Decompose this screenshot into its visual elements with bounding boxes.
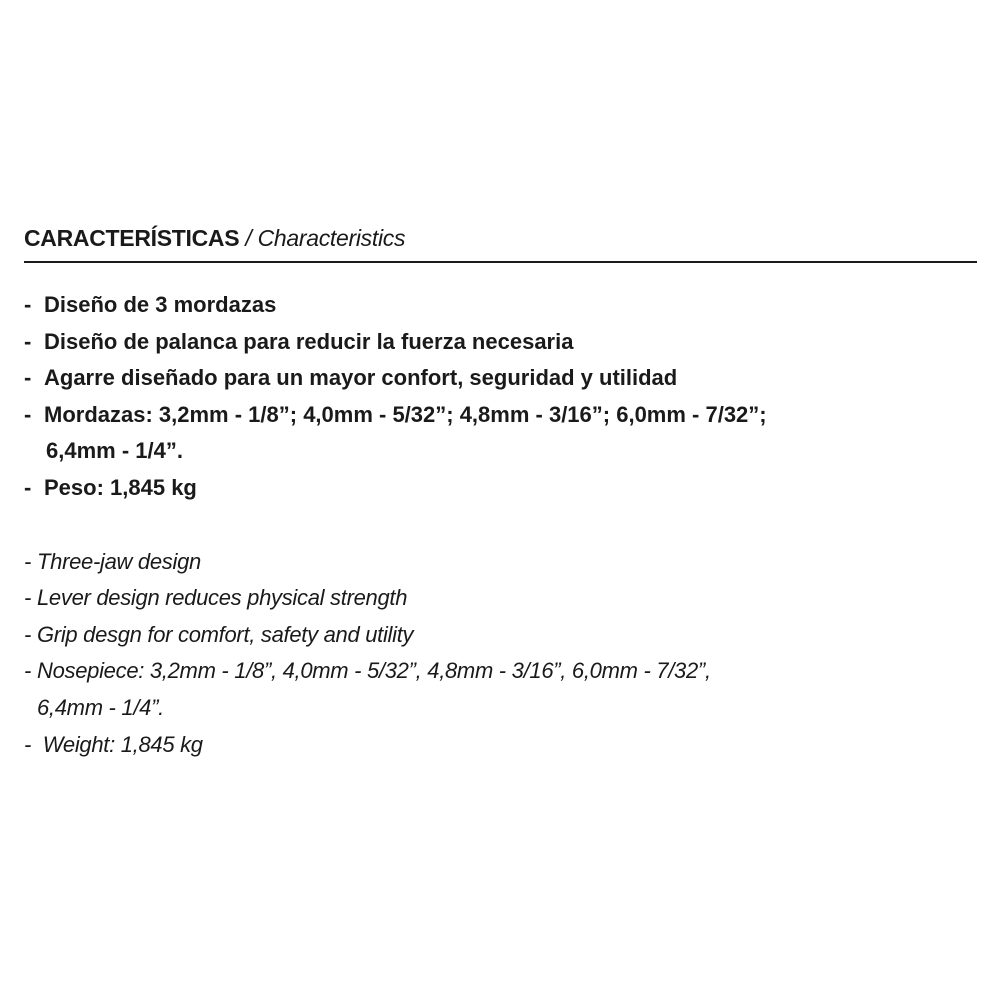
feature-text: Diseño de 3 mordazas — [44, 292, 277, 317]
feature-text: Peso: 1,845 kg — [44, 474, 197, 500]
list-item — [24, 287, 977, 324]
characteristics-document — [24, 222, 977, 763]
bullet-dash: - — [24, 292, 32, 317]
bullet-dash: - — [24, 548, 32, 574]
list-item — [24, 360, 977, 397]
feature-text: Mordazas: 3,2mm - 1/8”; 4,0mm - 5/32”; 4,8mm - 3/16”; 6,0mm - 7/32”; — [44, 401, 767, 427]
feature-text: Agarre diseñado para un mayor confort, seguridad y utilidad — [44, 365, 678, 391]
list-item — [24, 617, 977, 654]
feature-text: 6,4mm - 1/4”. — [46, 438, 183, 464]
bullet-dash: - — [24, 328, 32, 354]
feature-text: Diseño de palanca para reducir la fuerza necesaria — [44, 328, 574, 354]
heading-separator: / — [239, 225, 258, 251]
list-item — [24, 324, 977, 361]
heading-spanish: CARACTERÍSTICAS — [24, 225, 240, 251]
feature-text: Grip desgn for comfort, safety and utility — [37, 621, 414, 647]
list-item — [24, 580, 977, 617]
bullet-dash: - — [24, 731, 32, 757]
feature-text: Nosepiece: 3,2mm - 1/8”, 4,0mm - 5/32”, 4,8mm - 3/16”, 6,0mm - 7/32”, — [37, 658, 711, 684]
feature-text: Weight: 1,845 kg — [37, 731, 203, 757]
list-item-continuation — [24, 690, 977, 727]
feature-text: 6,4mm - 1/4”. — [37, 694, 164, 720]
bullet-dash: - — [24, 365, 32, 391]
heading-divider — [24, 261, 977, 263]
bullet-dash: - — [24, 474, 32, 500]
bullet-dash: - — [24, 401, 32, 427]
english-feature-list — [24, 544, 977, 764]
bullet-dash: - — [24, 658, 32, 684]
spanish-feature-list — [24, 287, 977, 507]
list-item — [24, 653, 977, 690]
list-item — [24, 470, 977, 507]
list-item — [24, 727, 977, 764]
list-item-continuation — [24, 433, 977, 470]
list-item — [24, 544, 977, 581]
section-heading — [24, 222, 977, 254]
feature-text: Three-jaw design — [37, 548, 201, 574]
heading-english: Characteristics — [257, 225, 406, 251]
bullet-dash: - — [24, 585, 32, 611]
bullet-dash: - — [24, 621, 32, 647]
feature-text: Lever design reduces physical strength — [37, 585, 408, 611]
list-item — [24, 397, 977, 434]
